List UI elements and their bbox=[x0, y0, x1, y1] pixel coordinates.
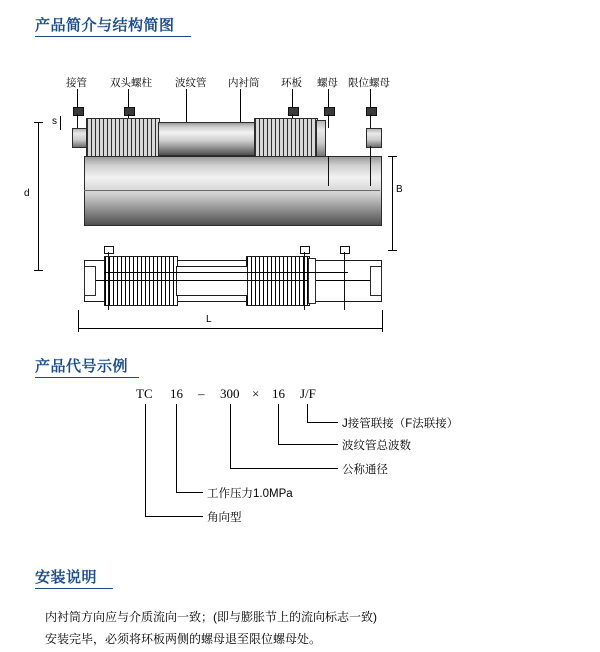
dimension-B-label: B bbox=[396, 184, 403, 195]
leader-line-2 bbox=[186, 89, 187, 125]
bellows-left-lower bbox=[104, 256, 178, 306]
centerline-lower bbox=[88, 280, 376, 281]
leader-line-0 bbox=[77, 89, 78, 107]
stud-bolt-right bbox=[288, 107, 299, 116]
code-connector-3 bbox=[278, 444, 338, 445]
code-token-4: × bbox=[252, 386, 260, 401]
section-title-install: 安装说明 bbox=[35, 569, 98, 586]
flange-left-lower bbox=[84, 266, 96, 296]
callout-label-1: 双头螺柱 bbox=[110, 77, 152, 89]
dimension-B-tick-top bbox=[388, 156, 397, 157]
install-note-line-1: 安装完毕，必须将环板两侧的螺母退至限位螺母处。 bbox=[45, 632, 322, 646]
connecting-rod-right-2 bbox=[370, 146, 371, 186]
inner-sleeve-lower bbox=[176, 266, 248, 296]
stud-bolt-lower-left bbox=[104, 246, 114, 254]
dimension-d-tick-top bbox=[34, 122, 43, 123]
code-token-5: 16 bbox=[272, 386, 285, 401]
structure-diagram bbox=[0, 60, 600, 325]
dimension-L-line bbox=[78, 328, 382, 329]
leader-line-6 bbox=[370, 89, 371, 107]
code-connector-2 bbox=[230, 468, 338, 469]
callout-label-5: 螺母 bbox=[317, 77, 338, 89]
dimension-B-line bbox=[392, 156, 393, 250]
dimension-d-tick-bottom bbox=[34, 270, 43, 271]
ring-plate-lower bbox=[308, 258, 316, 304]
code-token-6: J/F bbox=[300, 386, 316, 401]
leader-line-1 bbox=[128, 89, 129, 107]
limit-nut-lower-right bbox=[340, 246, 350, 254]
tie-rod-lower-crossbar bbox=[104, 272, 348, 273]
section-title-code: 产品代号示例 bbox=[35, 358, 129, 375]
callout-label-4: 环板 bbox=[281, 77, 302, 89]
tie-rod-upper-4 bbox=[328, 114, 329, 128]
dimension-L-tick-right bbox=[382, 310, 383, 332]
code-token-2: – bbox=[198, 386, 205, 401]
code-line-2 bbox=[230, 404, 231, 468]
code-token-0: TC bbox=[136, 386, 153, 401]
section-title-intro: 产品简介与结构简图 bbox=[35, 17, 175, 34]
leader-line-5 bbox=[328, 89, 329, 107]
code-token-1: 16 bbox=[170, 386, 183, 401]
tie-rod-upper-5 bbox=[370, 114, 371, 128]
dimension-L-label: L bbox=[206, 314, 212, 325]
bellows-right-upper bbox=[254, 118, 318, 158]
pipe-body-upper bbox=[84, 156, 382, 226]
connecting-rod-right-1 bbox=[328, 156, 329, 186]
section-title-install-underline bbox=[35, 588, 113, 589]
bellows-left-upper bbox=[86, 118, 160, 158]
stud-bolt-lower-right bbox=[300, 246, 310, 254]
tie-rod-lower-3 bbox=[344, 252, 345, 310]
callout-label-3: 内衬筒 bbox=[228, 77, 260, 89]
dimension-L-tick-left bbox=[78, 310, 79, 332]
callout-label-6: 限位螺母 bbox=[348, 77, 390, 89]
code-desc-3: 工作压力1.0MPa bbox=[207, 488, 293, 500]
product-code-example bbox=[0, 378, 600, 538]
dimension-s-label: s bbox=[52, 116, 57, 127]
stud-bolt-left-2 bbox=[124, 107, 135, 116]
leader-line-4 bbox=[292, 89, 293, 107]
code-desc-2: 公称通径 bbox=[342, 464, 388, 476]
code-desc-4: 角向型 bbox=[207, 512, 242, 524]
callout-label-2: 波纹管 bbox=[175, 77, 207, 89]
code-line-1 bbox=[176, 404, 177, 492]
code-token-3: 300 bbox=[220, 386, 240, 401]
tie-rod-lower-1 bbox=[108, 252, 109, 310]
code-line-4 bbox=[307, 404, 308, 422]
tie-rod-upper-1 bbox=[77, 114, 78, 128]
code-line-3 bbox=[278, 404, 279, 444]
code-desc-0: J接管联接（F法联接） bbox=[342, 418, 459, 430]
dimension-B-tick-bottom bbox=[388, 250, 397, 251]
code-connector-1 bbox=[176, 492, 203, 493]
section-title-intro-underline bbox=[35, 36, 191, 37]
pipe-body-upper-edge bbox=[84, 190, 380, 191]
limit-nut-right bbox=[366, 107, 377, 116]
code-connector-4 bbox=[307, 422, 338, 423]
tie-rod-lower-2 bbox=[304, 252, 305, 310]
code-connector-0 bbox=[145, 516, 203, 517]
inner-sleeve-upper bbox=[158, 122, 256, 156]
bellows-right-lower bbox=[246, 256, 310, 306]
ring-plate-upper bbox=[316, 120, 326, 158]
nut-right bbox=[324, 107, 335, 116]
flange-right-lower bbox=[370, 266, 382, 296]
callout-label-0: 接管 bbox=[66, 77, 87, 89]
flange-right-upper bbox=[366, 128, 382, 148]
dimension-s-line bbox=[60, 116, 61, 130]
dimension-d-label: d bbox=[24, 188, 30, 199]
install-note-line-0: 内衬筒方向应与介质流向一致；(即与膨胀节上的流向标志一致) bbox=[45, 610, 377, 624]
code-desc-1: 波纹管总波数 bbox=[342, 440, 411, 452]
code-line-0 bbox=[145, 404, 146, 516]
stud-bolt-left bbox=[73, 107, 84, 116]
dimension-d-line bbox=[38, 122, 39, 270]
